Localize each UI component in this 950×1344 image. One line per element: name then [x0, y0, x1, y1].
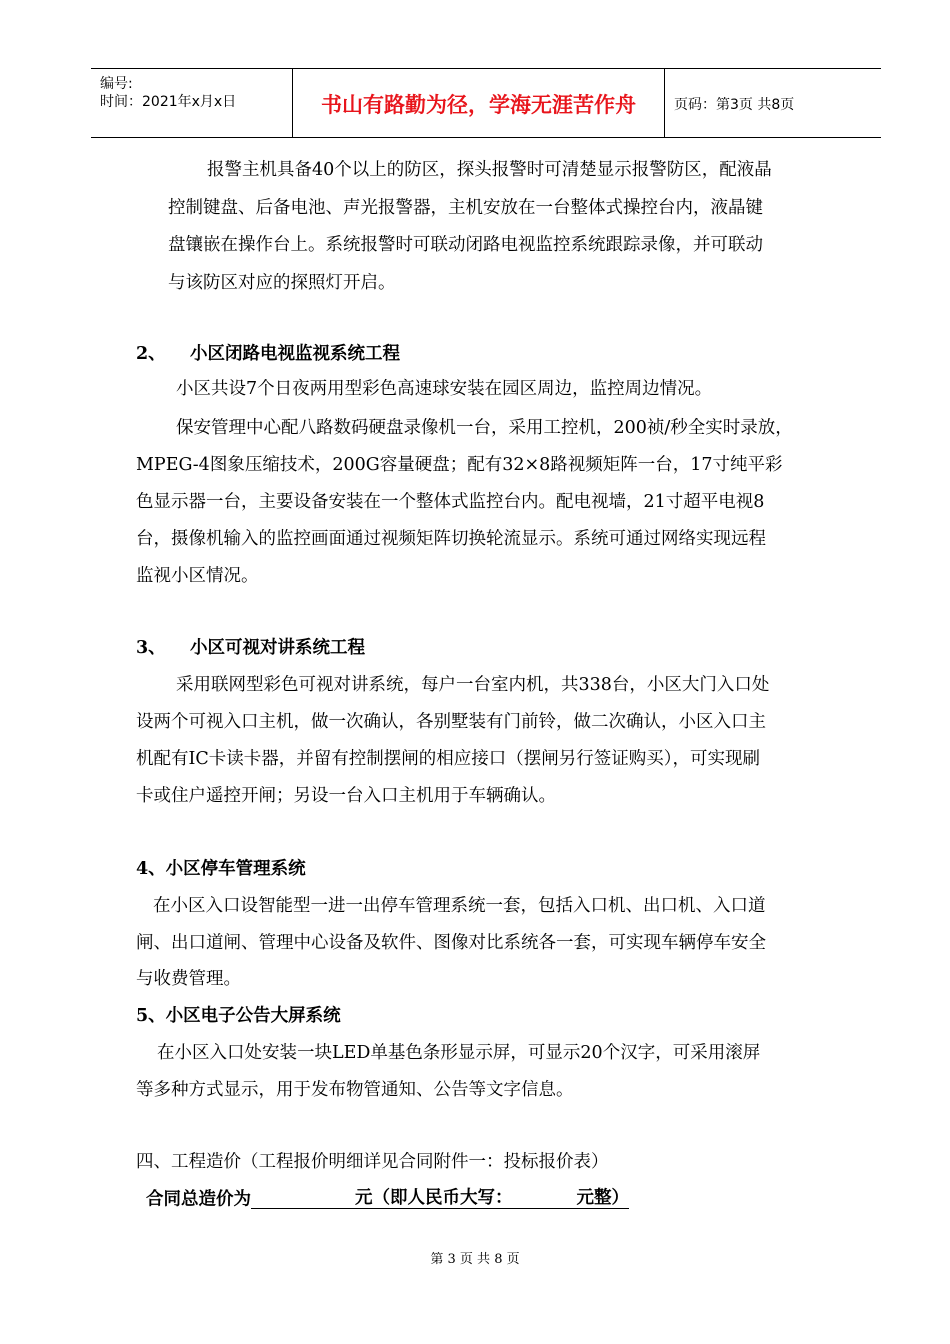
- cctv-paragraph-line: 台，摄像机输入的监控画面通过视频矩阵切换轮流显示。系统可通过网络实现远程: [136, 529, 766, 549]
- time-label: 时间：2021年x月x日: [100, 94, 237, 110]
- intercom-paragraph-line: 机配有IC卡读卡器，并留有控制摆闸的相应接口（摆闸另行签证购买），可实现刷: [136, 749, 761, 769]
- page-info: 页码：第3页 共8页: [674, 97, 795, 113]
- number-label: 编号:: [100, 76, 133, 92]
- parking-paragraph-line: 闸、出口道闸、管理中心设备及软件、图像对比系统各一套，可实现车辆停车安全: [136, 933, 766, 953]
- intercom-paragraph-line: 采用联网型彩色可视对讲系统，每户一台室内机，共338台，小区大门入口处: [176, 675, 770, 695]
- header-page-cell: [665, 69, 881, 137]
- section-heading-cost: 四、工程造价（工程报价明细详见合同附件一：投标报价表）: [136, 1152, 609, 1172]
- led-paragraph-line: 等多种方式显示，用于发布物管通知、公告等文字信息。: [136, 1080, 574, 1100]
- cctv-paragraph-line: 保安管理中心配八路数码硬盘录像机一台，采用工控机，200祯/秒全实时录放，: [176, 418, 793, 438]
- alarm-paragraph-line: 与该防区对应的探照灯开启。: [168, 273, 396, 293]
- alarm-paragraph-line: 盘镶嵌在操作台上。系统报警时可联动闭路电视监控系统跟踪录像，并可联动: [168, 235, 763, 255]
- alarm-paragraph-line: 报警主机具备40个以上的防区，探头报警时可清楚显示报警防区，配液晶: [207, 160, 772, 180]
- header-meta-cell: [91, 69, 293, 137]
- cctv-paragraph-line: 小区共设7个日夜两用型彩色高速球安装在园区周边，监控周边情况。: [176, 379, 713, 399]
- cctv-paragraph-line: MPEG-4图象压缩技术，200G容量硬盘；配有32×8路视频矩阵一台，17寸纯平彩: [136, 455, 783, 475]
- section-heading-intercom: 3、 小区可视对讲系统工程: [136, 638, 366, 658]
- cctv-paragraph-line: 监视小区情况。: [136, 566, 259, 586]
- intercom-paragraph-line: 设两个可视入口主机，做一次确认，各别墅装有门前铃，做二次确认，小区入口主: [136, 712, 766, 732]
- amount-words-label: 元（即人民币大写：: [355, 1188, 513, 1208]
- total-end-label: 元整）: [576, 1188, 629, 1208]
- amount-blank: [251, 1190, 355, 1209]
- section-heading-cctv: 2、 小区闭路电视监视系统工程: [136, 344, 401, 364]
- amount-words-blank: [513, 1190, 577, 1209]
- page-header: [91, 68, 881, 138]
- intercom-paragraph-line: 卡或住户遥控开闸；另设一台入口主机用于车辆确认。: [136, 786, 556, 806]
- motto-text: 书山有路勤为径，学海无涯苦作舟: [321, 93, 636, 117]
- led-paragraph-line: 在小区入口处安装一块LED单基色条形显示屏，可显示20个汉字，可采用滚屏: [157, 1043, 761, 1063]
- section-heading-led: 5、小区电子公告大屏系统: [136, 1006, 341, 1026]
- contract-total-line: [146, 1190, 629, 1209]
- page-footer: 第 3 页 共 8 页: [430, 1252, 520, 1267]
- section-heading-parking: 4、小区停车管理系统: [136, 859, 306, 879]
- alarm-paragraph-line: 控制键盘、后备电池、声光报警器，主机安放在一台整体式操控台内，液晶键: [168, 198, 763, 218]
- parking-paragraph-line: 在小区入口设智能型一进一出停车管理系统一套，包括入口机、出口机、入口道: [153, 896, 766, 916]
- parking-paragraph-line: 与收费管理。: [136, 969, 241, 989]
- total-label: 合同总造价为: [146, 1189, 251, 1210]
- cctv-paragraph-line: 色显示器一台，主要设备安装在一个整体式监控台内。配电视墙，21寸超平电视8: [136, 492, 765, 512]
- header-motto-cell: [293, 69, 665, 137]
